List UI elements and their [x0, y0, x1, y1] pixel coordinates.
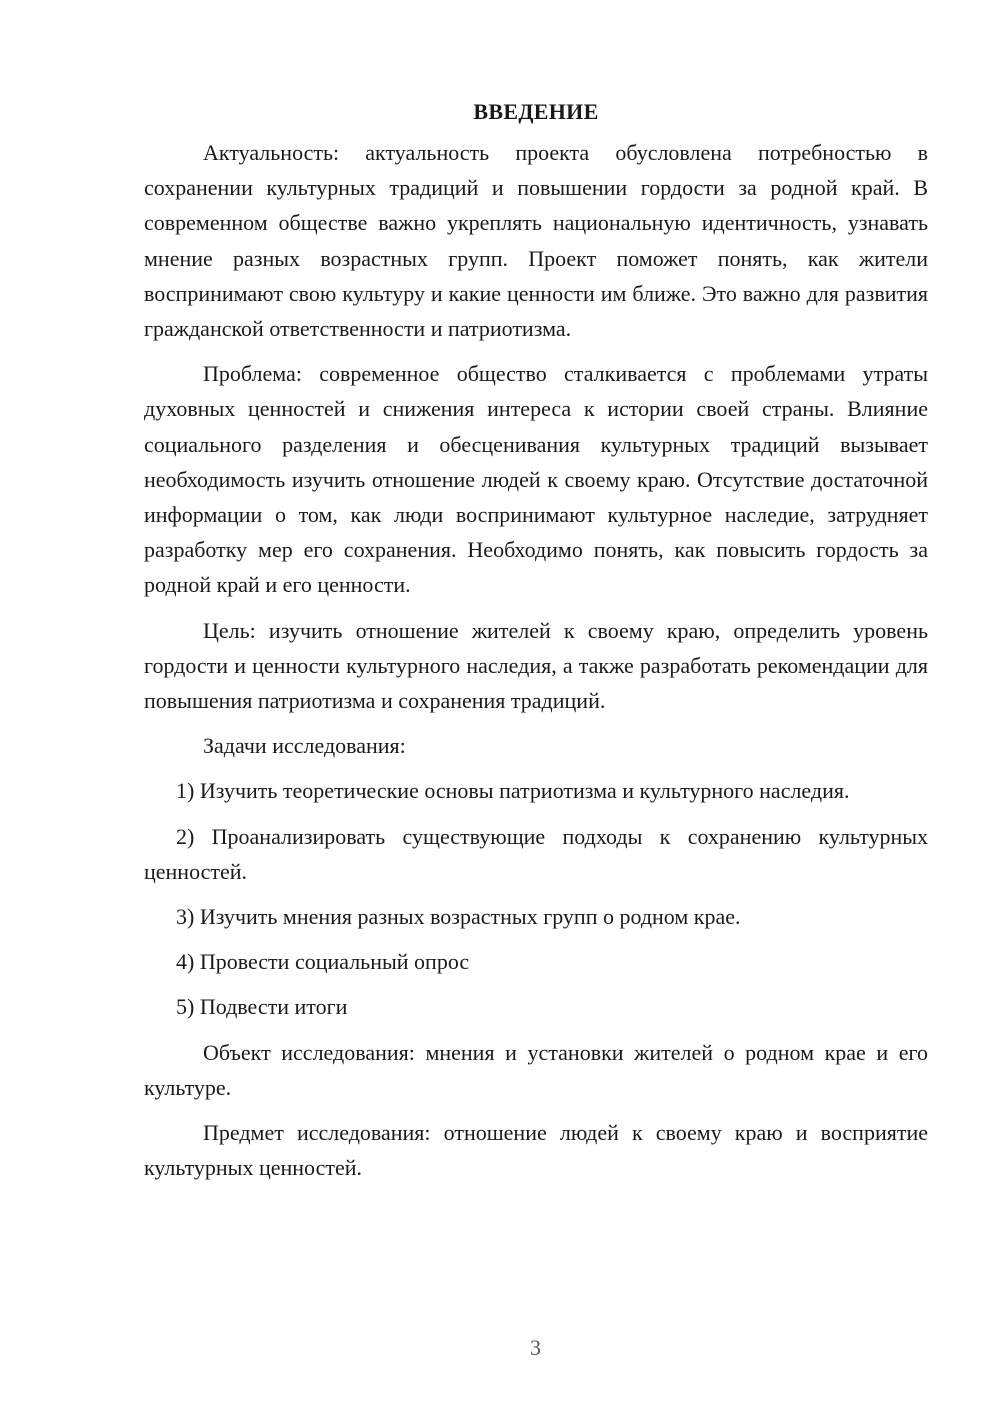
task-item-2: 2) Проанализировать существующие подходы к сохранению культурных ценностей. [144, 823, 928, 884]
section-heading: ВВЕДЕНИЕ [473, 99, 599, 124]
task-item-5: 5) Подвести итоги [176, 994, 348, 1020]
problem-paragraph: Проблема: современное общество сталкивается с проблемами утраты духовных ценностей и снижения интереса к истории своей страны. Влияние социального разделения и обесценивания культурных традиций вызывает необходимость изучить отношение людей к своему краю. Отсутствие достаточной информации о том, как люди воспринимают культурное наследие, затрудняет разработку мер его сохранения. Необходимо понять, как повысить гордость за родной край и его ценности. [144, 361, 928, 598]
task-item-3: 3) Изучить мнения разных возрастных групп о родном крае. [176, 904, 741, 930]
page-number: 3 [530, 1335, 541, 1360]
tasks-heading: Задачи исследования: [203, 733, 406, 759]
subject-paragraph: Предмет исследования: отношение людей к своему краю и восприятие культурных ценностей. [144, 1120, 928, 1181]
task-item-1: 1) Изучить теоретические основы патриотизма и культурного наследия. [176, 778, 850, 804]
document-page [144, 94, 928, 1195]
relevance-paragraph: Актуальность: актуальность проекта обусловлена потребностью в сохранении культурных традиций и повышении гордости за родной край. В современном обществе важно укреплять национальную идентичность, узнавать мнение разных возрастных групп. Проект поможет понять, как жители воспринимают свою культуру и какие ценности им ближе. Это важно для развития гражданской ответственности и патриотизма. [144, 140, 928, 342]
object-paragraph: Объект исследования: мнения и установки жителей о родном крае и его культуре. [144, 1039, 928, 1100]
task-item-4: 4) Провести социальный опрос [176, 949, 470, 975]
goal-paragraph: Цель: изучить отношение жителей к своему краю, определить уровень гордости и ценности культурного наследия, а также разработать рекомендации для повышения патриотизма и сохранения традиций. [144, 617, 928, 714]
